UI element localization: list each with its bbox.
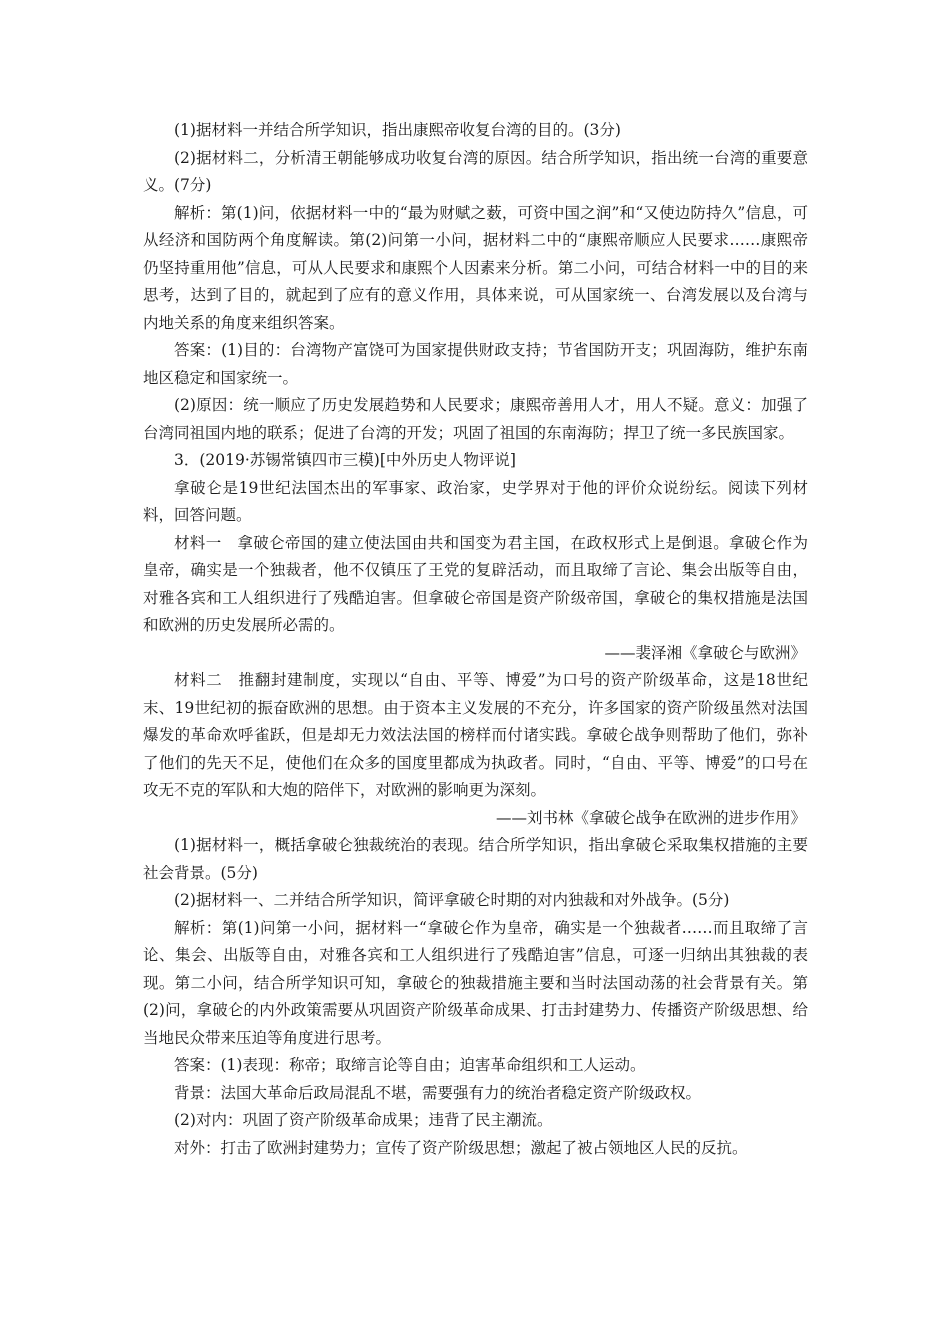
question-1-2: (2)据材料二，分析清王朝能够成功收复台湾的原因。结合所学知识，指出统一台湾的重要意义。(7分) (143, 148, 808, 194)
material-two: 材料二 推翻封建制度，实现以“自由、平等、博爱”为口号的资产阶级革命，这是18世纪末、19世纪初的振奋欧洲的思想。由于资本主义发展的不充分，许多国家的资产阶级虽然对法国爆发的革命欢呼雀跃，但是却无力效法法国的榜样而付诸实践。拿破仑战争则帮助了他们，弥补了他们的先天不足，使他们在众多的国度里都成为执政者。同时，“自由、平等、博爱”的口号在攻无不克的军队和大炮的陪伴下，对欧洲的影响更为深刻。 (143, 671, 808, 799)
question-3-heading: 3．(2019·苏锡常镇四市三模)[中外历史人物评说] (174, 451, 516, 469)
answer-paragraph: 答案：(1)目的：台湾物产富饶可为国家提供财政支持；节省国防开支；巩固海防，维护东南地区稳定和国家统一。 (143, 341, 808, 387)
answer-paragraph: 答案：(1)表现：称帝；取缔言论等自由；迫害革命组织和工人运动。 (174, 1056, 646, 1074)
material-one: 材料一 拿破仑帝国的建立使法国由共和国变为君主国，在政权形式上是倒退。拿破仑作为皇帝，确实是一个独裁者，他不仅镇压了王党的复辟活动，而且取缔了言论、集会出版等自由，对雅各宾和工人组织进行了残酷迫害。但拿破仑帝国是资产阶级帝国，拿破仑的集权措施是法国和欧洲的历史发展所必需的。 (143, 533, 808, 634)
document-body (143, 117, 808, 1162)
material-two-source: ——刘书林《拿破仑战争在欧洲的进步作用》 (495, 808, 806, 827)
answer-paragraph: (2)对内：巩固了资产阶级革命成果；违背了民主潮流。 (174, 1111, 553, 1129)
answer-paragraph: 对外：打击了欧洲封建势力；宣传了资产阶级思想；激起了被占领地区人民的反抗。 (174, 1138, 748, 1157)
answer-paragraph: (2)原因：统一顺应了历史发展趋势和人民要求；康熙帝善用人才，用人不疑。意义：加强了台湾同祖国内地的联系；促进了台湾的开发；巩固了祖国的东南海防；捍卫了统一多民族国家。 (143, 396, 808, 442)
analysis-paragraph: 解析：第(1)问，依据材料一中的“最为财赋之薮，可资中国之润”和“又使边防持久”信息，可从经济和国防两个角度解读。第(2)问第一小问，据材料二中的“康熙帝顺应人民要求……康熙帝仍坚持重用他”信息，可从人民要求和康熙个人因素来分析。第二小问，可结合材料一中的目的来思考，达到了目的，就起到了应有的意义作用，具体来说，可从国家统一、台湾发展以及台湾与内地关系的角度来组织答案。 (143, 203, 808, 332)
analysis-paragraph: 解析：第(1)问第一小问，据材料一“拿破仑作为皇帝，确实是一个独裁者……而且取缔了言论、集会、出版等自由，对雅各宾和工人组织进行了残酷迫害”信息，可逐一归纳出其独裁的表现。第二小问，结合所学知识可知，拿破仑的独裁措施主要和当时法国动荡的社会背景有关。第(2)问，拿破仑的内外政策需要从巩固资产阶级革命成果、打击封建势力、传播资产阶级思想、给当地民众带来压迫等角度进行思考。 (143, 918, 808, 1047)
question-3-1: (1)据材料一，概括拿破仑独裁统治的表现。结合所学知识，指出拿破仑采取集权措施的主要社会背景。(5分) (143, 836, 808, 882)
answer-paragraph: 背景：法国大革命后政局混乱不堪，需要强有力的统治者稳定资产阶级政权。 (174, 1083, 702, 1102)
material-one-source: ——裴泽湘《拿破仑与欧洲》 (604, 643, 806, 662)
question-intro: 拿破仑是19世纪法国杰出的军事家、政治家，史学界对于他的评价众说纷纭。阅读下列材料，回答问题。 (143, 478, 808, 524)
question-1-1: (1)据材料一并结合所学知识，指出康熙帝收复台湾的目的。(3分) (174, 121, 621, 139)
question-3-2: (2)据材料一、二并结合所学知识，简评拿破仑时期的对内独裁和对外战争。(5分) (174, 891, 730, 909)
